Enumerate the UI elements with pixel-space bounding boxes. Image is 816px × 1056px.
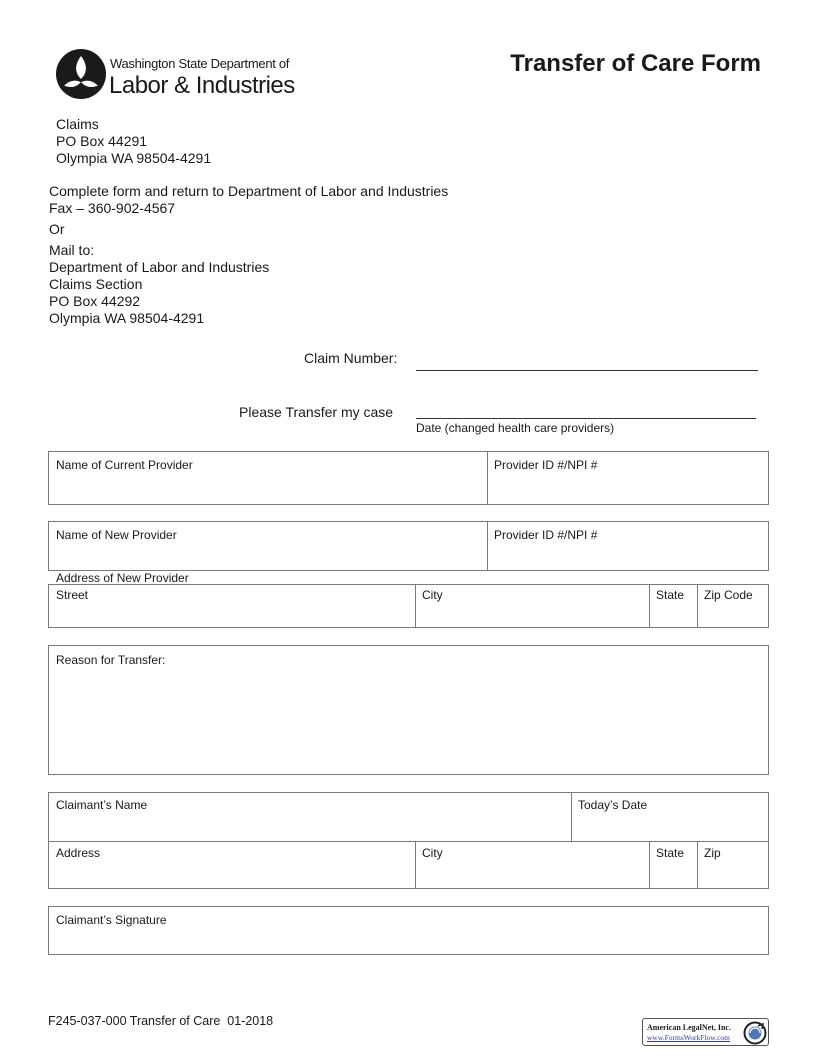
claimant-zip-label: Zip <box>704 846 721 860</box>
street-field[interactable] <box>49 582 415 626</box>
transfer-date-field[interactable] <box>416 418 756 419</box>
mail-address-line: Olympia WA 98504-4291 <box>49 310 205 326</box>
transfer-date-caption: Date (changed health care providers) <box>416 421 615 435</box>
todays-date-field[interactable] <box>571 792 768 840</box>
street-label: Street <box>56 588 89 602</box>
instruction-line: Complete form and return to Department of Labor and Industries <box>49 183 449 199</box>
claimant-signature-field[interactable] <box>48 906 769 955</box>
form-title: Transfer of Care Form <box>510 50 761 77</box>
claimant-box <box>48 792 769 889</box>
new-provider-id-label: Provider ID #/NPI # <box>494 528 598 542</box>
reason-label-wrap <box>49 647 172 673</box>
or-text: Or <box>49 221 65 237</box>
new-provider-address-caption: Address of New Provider <box>56 571 189 585</box>
mail-address-line: PO Box 44292 <box>49 293 141 309</box>
claimant-name-field[interactable] <box>49 792 571 840</box>
current-provider-name-field[interactable] <box>49 452 487 504</box>
agency-logo <box>54 46 295 102</box>
claimant-state-label: State <box>656 846 685 860</box>
instructions <box>49 183 448 327</box>
current-provider-id-field[interactable] <box>487 452 768 504</box>
publisher-url: www.FormsWorkFlow.com <box>647 1033 731 1042</box>
form-code: F245-037-000 Transfer of Care 01-2018 <box>48 1014 274 1028</box>
claimant-zip-field[interactable] <box>697 840 768 888</box>
claims-address-line: Claims <box>56 116 99 132</box>
claim-number-field[interactable] <box>416 370 758 371</box>
new-provider-name-label: Name of New Provider <box>56 528 177 542</box>
claimant-city-field[interactable] <box>415 840 649 888</box>
new-provider-id-field[interactable] <box>487 522 768 570</box>
claimant-name-label: Claimant’s Name <box>56 798 148 812</box>
current-provider-id-label: Provider ID #/NPI # <box>494 458 598 472</box>
current-provider-box <box>48 451 769 505</box>
new-provider-zip-label: Zip Code <box>704 588 753 602</box>
agency-emblem-icon <box>54 46 108 102</box>
claimant-state-field[interactable] <box>649 840 697 888</box>
claims-address-line: PO Box 44291 <box>56 133 148 149</box>
new-provider-city-label: City <box>422 588 443 602</box>
claimant-city-label: City <box>422 846 443 860</box>
fax-number: Fax – 360-902-4567 <box>49 200 176 216</box>
mail-address-line: Claims Section <box>49 276 143 292</box>
new-provider-box <box>48 521 769 571</box>
reason-label: Reason for Transfer: <box>56 653 166 667</box>
new-provider-state-label: State <box>656 588 685 602</box>
claims-address <box>56 116 211 167</box>
claimant-address-label: Address <box>56 846 101 860</box>
new-provider-name-field[interactable] <box>49 522 487 570</box>
mail-to-label: Mail to: <box>49 242 95 258</box>
agency-name-line1: Washington State Department of <box>110 56 290 71</box>
publisher-globe-icon <box>743 1021 767 1045</box>
mail-address-line: Department of Labor and Industries <box>49 259 270 275</box>
transfer-label: Please Transfer my case <box>239 404 394 420</box>
new-provider-state-field[interactable] <box>649 582 697 626</box>
publisher-badge[interactable] <box>642 1018 769 1046</box>
agency-name-line2: Labor & Industries <box>109 72 295 99</box>
signature-label-wrap <box>49 907 174 933</box>
claims-address-line: Olympia WA 98504-4291 <box>56 150 212 166</box>
todays-date-label: Today’s Date <box>578 798 648 812</box>
claimant-address-field[interactable] <box>49 840 415 888</box>
reason-for-transfer-field[interactable] <box>48 645 769 775</box>
new-provider-address-box <box>48 584 769 628</box>
publisher-name: American LegalNet, Inc. <box>647 1023 731 1032</box>
claim-number-label: Claim Number: <box>304 350 398 366</box>
current-provider-name-label: Name of Current Provider <box>56 458 193 472</box>
new-provider-city-field[interactable] <box>415 582 649 626</box>
claimant-signature-label: Claimant’s Signature <box>56 913 167 927</box>
new-provider-zip-field[interactable] <box>697 582 768 626</box>
